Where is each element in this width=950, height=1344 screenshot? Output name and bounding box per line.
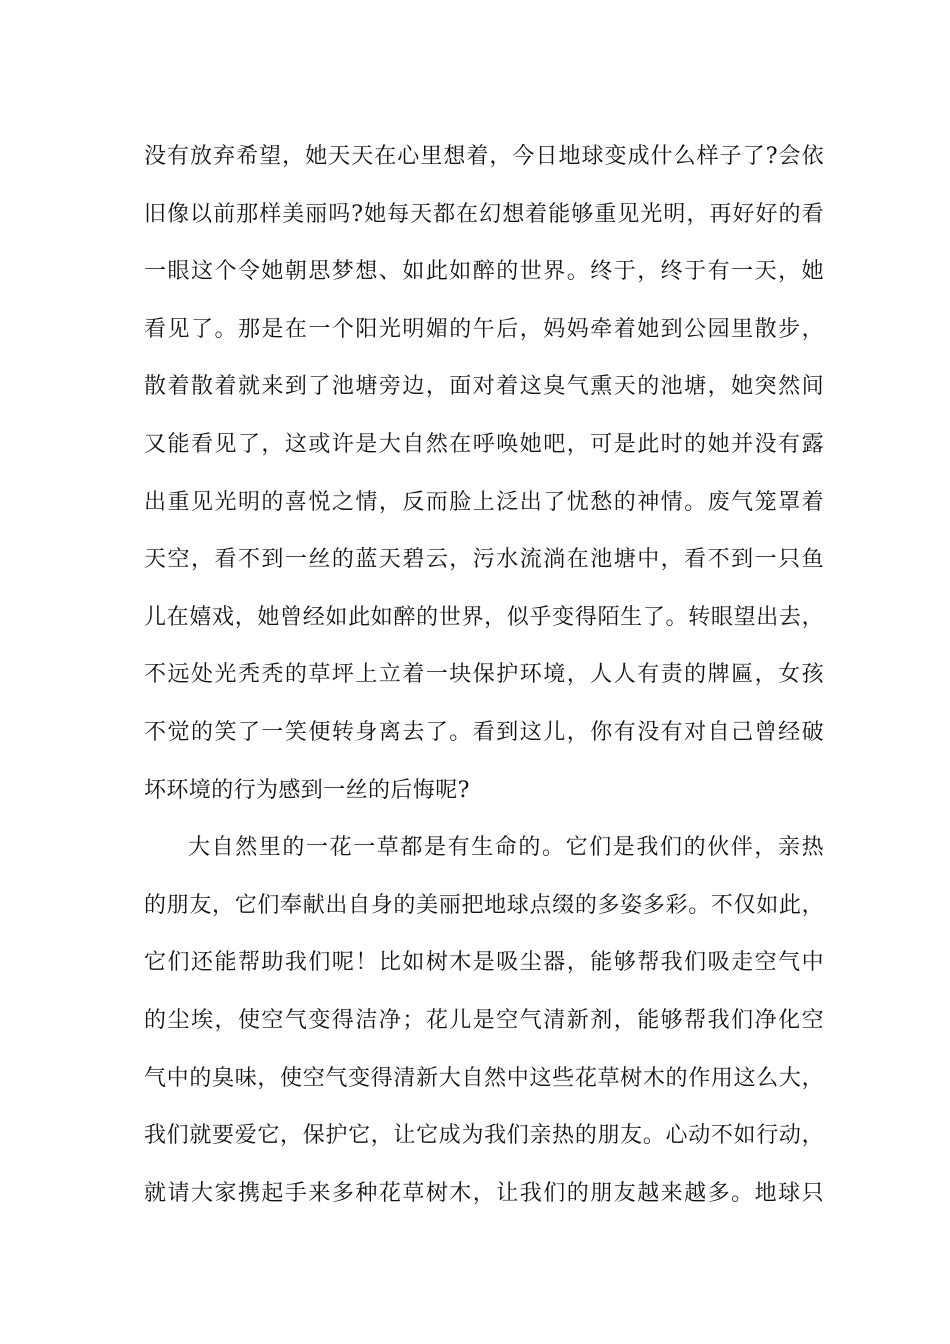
text-line: 的朋友，它们奉献出自身的美丽把地球点缀的多姿多彩。不仅如此， — [144, 892, 824, 918]
text-line: 大自然里的一花一草都是有生命的。它们是我们的伙伴，亲热 — [188, 835, 824, 861]
text-line: 天空，看不到一丝的蓝天碧云，污水流淌在池塘中，看不到一只鱼 — [144, 547, 824, 573]
paragraph-1 — [144, 128, 824, 819]
text-line: 不远处光秃秃的草坪上立着一块保护环境，人人有责的牌匾，女孩 — [144, 662, 824, 688]
text-line: 又能看见了，这或许是大自然在呼唤她吧，可是此时的她并没有露 — [144, 431, 824, 457]
text-line: 旧像以前那样美丽吗?她每天都在幻想着能够重见光明，再好好的看 — [144, 201, 824, 227]
text-line: 出重见光明的喜悦之情，反而脸上泛出了忧愁的神情。废气笼罩着 — [144, 489, 824, 515]
text-line: 一眼这个令她朝思梦想、如此如醉的世界。终于，终于有一天，她 — [144, 259, 824, 285]
text-line: 散着散着就来到了池塘旁边，面对着这臭气熏天的池塘，她突然间 — [144, 374, 824, 400]
text-line: 它们还能帮助我们呢！比如树木是吸尘器，能够帮我们吸走空气中 — [144, 950, 824, 976]
text-line: 儿在嬉戏，她曾经如此如醉的世界，似乎变得陌生了。转眼望出去， — [144, 604, 824, 630]
paragraph-2 — [144, 819, 824, 1222]
text-line: 看见了。那是在一个阳光明媚的午后，妈妈牵着她到公园里散步， — [144, 316, 824, 342]
text-line: 就请大家携起手来多种花草树木，让我们的朋友越来越多。地球只 — [144, 1180, 824, 1206]
text-line: 没有放弃希望，她天天在心里想着，今日地球变成什么样子了?会依 — [144, 144, 824, 169]
text-line: 不觉的笑了一笑便转身离去了。看到这儿，你有没有对自己曾经破 — [144, 719, 824, 745]
text-line: 气中的臭味，使空气变得清新大自然中这些花草树木的作用这么大， — [144, 1065, 824, 1091]
document-body — [144, 128, 824, 1222]
text-line: 的尘埃，使空气变得洁净；花儿是空气清新剂，能够帮我们净化空 — [144, 1007, 824, 1033]
text-line: 坏环境的行为感到一丝的后悔呢? — [144, 777, 470, 803]
text-line: 我们就要爱它，保护它，让它成为我们亲热的朋友。心动不如行动， — [144, 1123, 824, 1149]
